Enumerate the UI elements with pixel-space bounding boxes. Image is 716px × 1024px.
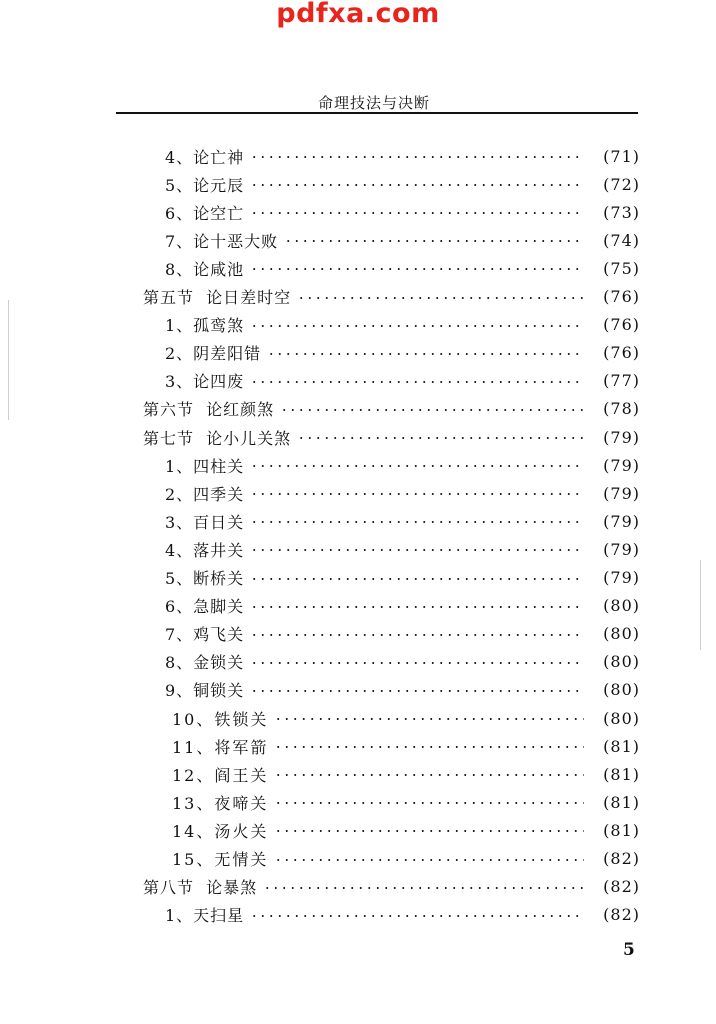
- toc-entry: [0, 760, 640, 788]
- toc-leader-dots: [250, 325, 584, 327]
- toc-entry-title: 6、急脚关: [165, 597, 245, 617]
- toc-section-entry: [0, 395, 640, 423]
- toc-entry-title: 13、夜啼关: [172, 793, 269, 813]
- toc-entry-page: (79): [603, 568, 640, 587]
- watermark: pdfxa.com: [276, 0, 440, 29]
- toc-entry-page: (80): [603, 652, 640, 672]
- toc-entry: [0, 676, 640, 704]
- toc-leader-dots: [263, 887, 584, 889]
- toc-entry-page: (79): [603, 539, 640, 559]
- toc-entry-page: (80): [603, 624, 640, 644]
- toc-entry-page: (80): [603, 708, 640, 728]
- toc-section-entry: [0, 873, 640, 901]
- toc-entry-page: (82): [603, 905, 640, 925]
- toc-entry-title: 5、论元辰: [165, 175, 245, 195]
- toc-entry-title: 第六节 论红颜煞: [143, 400, 275, 420]
- toc-leader-dots: [274, 802, 584, 804]
- toc-leader-dots: [274, 746, 584, 748]
- toc-entry-title: 8、金锁关: [165, 653, 245, 673]
- toc-leader-dots: [280, 409, 584, 411]
- toc-entry: [0, 845, 640, 873]
- toc-entry: [0, 198, 640, 226]
- toc-entry: [0, 254, 640, 282]
- toc-entry-page: (82): [603, 849, 640, 868]
- toc-leader-dots: [274, 859, 584, 861]
- toc-entry-title: 4、论亡神: [165, 147, 245, 167]
- toc-entry: [0, 816, 640, 844]
- header-rule: [116, 112, 638, 114]
- toc-leader-dots: [250, 606, 584, 608]
- toc-entry-page: (80): [603, 596, 640, 616]
- toc-entry-page: (79): [603, 427, 640, 447]
- running-head: 命理技法与决断: [318, 94, 431, 112]
- toc-entry-title: 6、论空亡: [165, 203, 245, 223]
- toc-entry-title: 2、四季关: [165, 484, 245, 504]
- toc-entry-page: (71): [603, 146, 640, 166]
- toc-entry-title: 3、百日关: [165, 512, 245, 532]
- toc-entry: [0, 704, 640, 732]
- toc-entry-title: 4、落井关: [165, 540, 245, 560]
- toc-entry-page: (72): [603, 174, 640, 194]
- toc-leader-dots: [250, 465, 584, 467]
- toc-entry: [0, 479, 640, 507]
- toc-entry-title: 8、论咸池: [165, 259, 245, 279]
- toc-entry-page: (76): [603, 343, 640, 363]
- toc-entry-page: (79): [603, 483, 640, 503]
- toc-entry: [0, 367, 640, 395]
- toc-entry-page: (75): [603, 258, 640, 278]
- toc-entry-title: 7、鸡飞关: [165, 625, 245, 645]
- toc-leader-dots: [250, 634, 584, 636]
- toc-entry-title: 15、无情关: [172, 850, 269, 869]
- toc-entry-title: 9、铜锁关: [165, 681, 245, 701]
- toc-entry-page: (80): [603, 680, 640, 700]
- page-number: 5: [623, 940, 635, 960]
- toc-entry-page: (77): [603, 371, 640, 391]
- toc-entry-title: 5、断桥关: [165, 569, 245, 588]
- toc-entry-page: (79): [603, 455, 640, 475]
- toc-leader-dots: [250, 549, 584, 551]
- toc-entry-title: 11、将军箭: [172, 737, 269, 757]
- toc-entry: [0, 564, 640, 592]
- toc-leader-dots: [297, 297, 584, 299]
- toc-entry-title: 第七节 论小儿关煞: [143, 428, 292, 448]
- toc-entry-title: 2、阴差阳错: [165, 344, 262, 364]
- toc-entry-page: (73): [603, 202, 640, 222]
- toc-leader-dots: [250, 915, 584, 917]
- toc-entry-title: 12、阎王关: [172, 765, 269, 785]
- toc-entry-title: 1、四柱关: [165, 456, 245, 476]
- scan-mark: [8, 300, 9, 420]
- toc-entry-page: (76): [603, 315, 640, 335]
- toc-entry-title: 14、汤火关: [172, 821, 269, 841]
- toc-leader-dots: [267, 353, 584, 355]
- toc-leader-dots: [250, 662, 584, 664]
- toc-entry: [0, 732, 640, 760]
- toc-entry-title: 10、铁锁关: [172, 709, 269, 729]
- toc-entry-page: (79): [603, 511, 640, 531]
- toc-entry-page: (81): [603, 820, 640, 840]
- toc-entry: [0, 170, 640, 198]
- toc-section-entry: [0, 423, 640, 451]
- toc-entry-page: (78): [603, 399, 640, 419]
- toc-leader-dots: [274, 774, 584, 776]
- toc-entry-page: (76): [603, 287, 640, 306]
- toc-leader-dots: [250, 521, 584, 523]
- toc-section-entry: [0, 283, 640, 311]
- toc-leader-dots: [250, 381, 584, 383]
- toc-leader-dots: [250, 156, 584, 158]
- toc-leader-dots: [250, 184, 584, 186]
- toc-entry-title: 1、孤鸾煞: [165, 316, 245, 336]
- toc-entry: [0, 901, 640, 929]
- toc-leader-dots: [250, 493, 584, 495]
- toc-leader-dots: [250, 690, 584, 692]
- toc-entry: [0, 142, 640, 170]
- toc-leader-dots: [250, 578, 584, 580]
- toc-leader-dots: [250, 268, 584, 270]
- toc-entry: [0, 507, 640, 535]
- toc-entry: [0, 788, 640, 816]
- toc-entry: [0, 311, 640, 339]
- toc-entry-title: 7、论十恶大败: [165, 231, 279, 251]
- toc-entry: [0, 535, 640, 563]
- toc-leader-dots: [274, 830, 584, 832]
- toc-entry-page: (81): [603, 792, 640, 812]
- toc-entry-title: 第八节 论暴煞: [143, 878, 258, 898]
- toc-entry: [0, 620, 640, 648]
- toc-entry: [0, 592, 640, 620]
- toc-entry: [0, 451, 640, 479]
- toc-entry: [0, 226, 640, 254]
- toc-entry-title: 第五节 论日差时空: [143, 288, 292, 307]
- toc-entry-page: (81): [603, 736, 640, 756]
- toc-entry-page: (74): [603, 230, 640, 250]
- toc-leader-dots: [250, 212, 584, 214]
- scan-mark: [700, 560, 701, 650]
- toc-leader-dots: [274, 718, 584, 720]
- toc-leader-dots: [284, 240, 584, 242]
- toc-entry-title: 1、天扫星: [165, 906, 245, 926]
- toc-entry: [0, 648, 640, 676]
- toc-leader-dots: [297, 437, 584, 439]
- toc-entry-title: 3、论四废: [165, 372, 245, 392]
- toc-entry-page: (82): [603, 877, 640, 897]
- toc-entry-page: (81): [603, 764, 640, 784]
- toc-entry: [0, 339, 640, 367]
